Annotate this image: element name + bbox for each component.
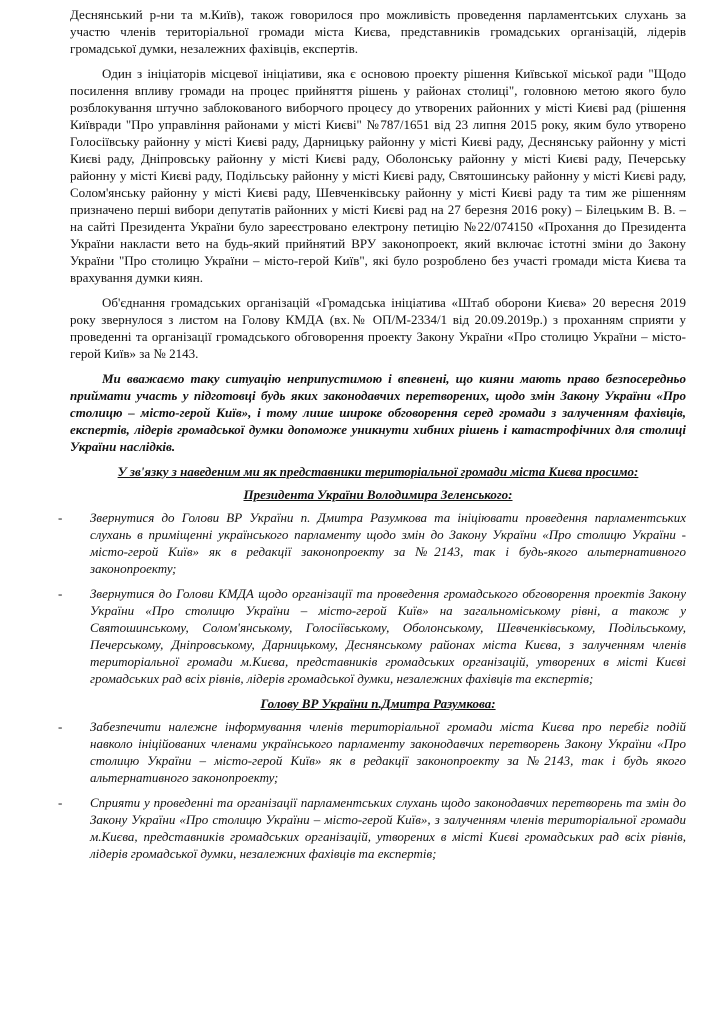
dash-bullet: - <box>58 510 63 525</box>
request-text: Звернутися до Голови КМДА щодо організації та проведення громадського обговорення проектів Закону України «Про столицю України – місто-герой Київ» на загальноміському рівні, а також у Святошинському, Солом'янському, Голосіївському, Оболонському, Шевченківському, Подільському, Печерському, Дніпровському, Дарницькому, Деснянському районах міста Києва, з залученням членів територіальної громади м.Києва, представників громадських організацій, утворених в місті Києві громадських рад всіх рівнів, лідерів громадської думки, незалежних фахівців та експертів; <box>90 586 686 686</box>
paragraph-position: Ми вважаємо таку ситуацію неприпустимою і впевнені, що кияни мають право безпосередньо приймати участь у підготовці будь яких законодавчих перетворених, щодо змін Закону України «Про столицю – місто-герой Київ», і тому лише широке обговорення серед громади з залученням фахівців, експертів, лідерів громадської думки допоможе уникнути хибних рішень і катастрофічних для столиці України наслідків. <box>70 371 686 454</box>
list-item <box>58 509 686 577</box>
paragraph-initiative: Один з ініціаторів місцевої ініціативи, яка є основою проекту рішення Київської міської ради "Щодо посилення впливу громади на процес прийняття рішень у районах столиці", головною метою якого було розблокування штучно заблокованого виборчого процесу до утворених районних у місті Києві рад (рішення Київради "Про управління районами у місті Києві" №787/1651 від 23 липня 2015 року, яким було утворено Голосіївську районну у місті Києві раду, Дарницьку районну у місті Києві раду, Деснянську районну у місті Києві раду, Дніпровську районну у місті Києві раду, Оболонську районну у місті Києві раду, Печерську районну у місті Києві раду, Подільську районну у місті Києві раду, Святошинську районну у місті Києві раду, Солом'янську районну у місті Києві раду, Шевченківську районну у місті Києві раду та тим же рішенням призначено перші вибори депутатів районних у місті Києві рад на 27 березня 2016 року) – Білецьким В. В. – на сайті Президента України було зареєстровано електрону петицію №22/074150 «Прохання до Президента України накласти вето на будь-який прийнятий ВРУ законопроект, який включає істотні зміни до Закону України "Про столицю України – місто-герой Київ", які було розроблено без участі громади міста Києва та врахування думки киян. <box>70 66 686 285</box>
list-item <box>58 718 686 786</box>
paragraph-association: Об'єднання громадських організацій «Громадська ініціатива «Штаб оборони Києва» 20 вересня 2019 року звернулося з листом на Голову КМДА (вх.№ ОП/М-2334/1 від 20.09.2019р.) з проханням сприяти у проведенні та організації громадського обговорення проекту Закону України «Про столицю України – місто-герой Київ» за № 2143. <box>70 295 686 361</box>
paragraph-intro: Деснянський р-ни та м.Київ), також говорилося про можливість проведення парламентських слухань за участю членів територіальної громади міста Києва, представників громадських організацій, лідерів громадської думки, незалежних фахівців, експертів. <box>70 7 686 56</box>
request-text: Звернутися до Голови ВР України п. Дмитра Разумкова та ініціювати проведення парламентських слухань в приміщенні українського парламенту щодо змін до Закону України «Про столицю України - місто-герой Київ» як в редакції законопроекту за №2143, так і будь-якого альтернативного законопроекту; <box>90 510 686 576</box>
request-text: Забезпечити належне інформування членів територіальної громади міста Києва про перебіг подій навколо ініційованих членами українського парламенту законодавчих перетворень Закону України «Про столицю України – місто-герой Київ» як в редакції законопроекту за №2143, так і будь якого альтернативного законопроекту; <box>90 719 686 785</box>
addressee-parliament-head: Голову ВР України п.Дмитра Разумкова: <box>260 696 496 711</box>
list-item <box>58 585 686 687</box>
appeal-heading: У зв'язку з наведеним ми як представники територіальної громади міста Києва просимо: <box>117 464 639 479</box>
parliament-requests-list <box>58 718 686 862</box>
dash-bullet: - <box>58 719 63 734</box>
dash-bullet: - <box>58 586 63 601</box>
addressee-president: Президента України Володимира Зеленського: <box>243 487 513 502</box>
dash-bullet: - <box>58 795 63 810</box>
list-item <box>58 794 686 862</box>
request-text: Сприяти у проведенні та організації парламентських слухань щодо законодавчих перетворень та змін до Закону України «Про столицю України – місто-герой Київ», з залученням членів територіальної громади м.Києва, представників громадських організацій, утворених в місті Києві громадських рад всіх рівнів, лідерів громадської думки, незалежних фахівців та експертів; <box>90 795 686 861</box>
president-requests-list <box>58 509 686 687</box>
